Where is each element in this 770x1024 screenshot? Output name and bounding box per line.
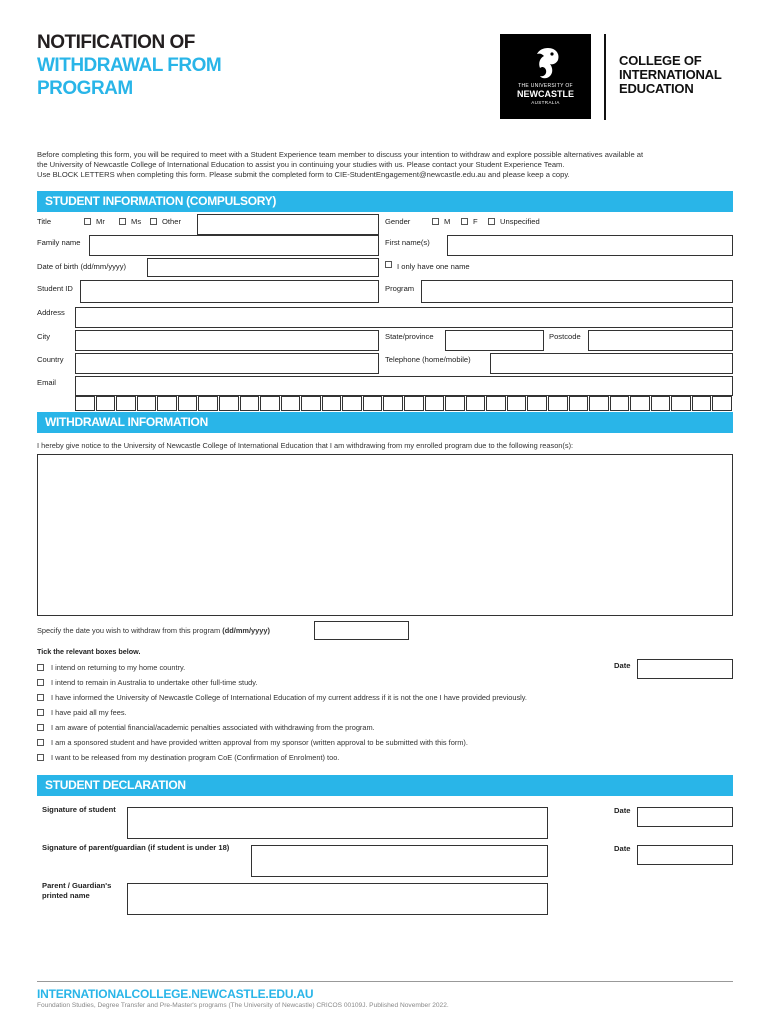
gender-f-label: F <box>473 217 478 226</box>
telephone-field[interactable] <box>490 353 733 374</box>
reason-checkbox-7[interactable] <box>37 754 44 761</box>
logo-line-1: THE UNIVERSITY OF <box>518 83 573 89</box>
reason-checkbox-4[interactable] <box>37 709 44 716</box>
specify-date-format: (dd/mm/yyyy) <box>222 626 270 635</box>
tick-instruction: Tick the relevant boxes below. <box>37 647 141 656</box>
reason-label-2: I intend to remain in Australia to undertake other full-time study. <box>51 678 258 687</box>
university-logo <box>500 34 591 119</box>
header-divider <box>604 34 606 120</box>
postcode-label: Postcode <box>549 332 581 341</box>
email-cell[interactable] <box>342 396 362 411</box>
dob-field[interactable] <box>147 258 379 277</box>
title-other-field[interactable] <box>197 214 379 235</box>
student-id-label: Student ID <box>37 284 73 293</box>
title-ms-checkbox[interactable] <box>119 218 126 225</box>
email-cell[interactable] <box>383 396 403 411</box>
email-cell[interactable] <box>548 396 568 411</box>
address-label: Address <box>37 308 65 317</box>
program-field[interactable] <box>421 280 733 303</box>
title-ms-label: Ms <box>131 217 142 226</box>
email-label: Email <box>37 378 56 387</box>
email-cell[interactable] <box>96 396 116 411</box>
gender-label: Gender <box>385 217 411 226</box>
withdraw-date-field[interactable] <box>314 621 409 640</box>
title-line-3: PROGRAM <box>37 78 133 99</box>
email-cell[interactable] <box>425 396 445 411</box>
student-date-field[interactable] <box>637 807 733 827</box>
intro-line-3: Use BLOCK LETTERS when completing this form. Please submit the completed form to CIE-StudentEngagement@newcastle.edu.au and please keep a copy. <box>37 170 570 179</box>
email-cell[interactable] <box>527 396 547 411</box>
title-other-label: Other <box>162 217 181 226</box>
reason-checkbox-6[interactable] <box>37 739 44 746</box>
email-cell[interactable] <box>301 396 321 411</box>
student-info-heading: STUDENT INFORMATION (COMPULSORY) <box>37 191 733 212</box>
reason-label-5: I am aware of potential financial/academic penalties associated with withdrawing from the program. <box>51 723 375 732</box>
reason-checkbox-5[interactable] <box>37 724 44 731</box>
title-line-1: NOTIFICATION OF <box>37 32 195 53</box>
email-cell[interactable] <box>260 396 280 411</box>
email-cell[interactable] <box>671 396 691 411</box>
title-line-2: WITHDRAWAL FROM <box>37 55 222 76</box>
title-label: Title <box>37 217 52 226</box>
withdrawal-date-field[interactable] <box>637 659 733 679</box>
state-field[interactable] <box>445 330 544 351</box>
email-cell[interactable] <box>404 396 424 411</box>
parent-name-label-1: Parent / Guardian's <box>42 881 112 890</box>
email-cell[interactable] <box>178 396 198 411</box>
email-cell[interactable] <box>219 396 239 411</box>
gender-f-checkbox[interactable] <box>461 218 468 225</box>
email-cell[interactable] <box>157 396 177 411</box>
declaration-heading: STUDENT DECLARATION <box>37 775 733 796</box>
student-date-label: Date <box>614 806 631 815</box>
email-cell[interactable] <box>75 396 95 411</box>
college-line-2: INTERNATIONAL <box>619 67 722 82</box>
reasons-textarea[interactable] <box>37 454 733 616</box>
email-field[interactable] <box>75 376 733 396</box>
family-name-field[interactable] <box>89 235 379 256</box>
title-other-checkbox[interactable] <box>150 218 157 225</box>
logo-line-2: NEWCASTLE <box>517 89 574 99</box>
intro-text <box>37 150 737 180</box>
gender-unspecified-checkbox[interactable] <box>488 218 495 225</box>
email-cell[interactable] <box>589 396 609 411</box>
gender-m-label: M <box>444 217 451 226</box>
email-cell[interactable] <box>281 396 301 411</box>
signature-parent-field[interactable] <box>251 845 548 877</box>
telephone-label: Telephone (home/mobile) <box>385 355 471 364</box>
gender-m-checkbox[interactable] <box>432 218 439 225</box>
address-field[interactable] <box>75 307 733 328</box>
program-label: Program <box>385 284 415 293</box>
specify-date-text <box>37 626 270 636</box>
signature-student-label: Signature of student <box>42 805 116 814</box>
reason-checkbox-1[interactable] <box>37 664 44 671</box>
reason-checkbox-3[interactable] <box>37 694 44 701</box>
college-name <box>619 54 722 96</box>
email-cell[interactable] <box>651 396 671 411</box>
withdrawal-heading: WITHDRAWAL INFORMATION <box>37 412 733 433</box>
country-label: Country <box>37 355 64 364</box>
email-cell[interactable] <box>322 396 342 411</box>
one-name-label: I only have one name <box>397 262 470 271</box>
city-label: City <box>37 332 51 341</box>
email-cell[interactable] <box>610 396 630 411</box>
one-name-checkbox[interactable] <box>385 261 392 268</box>
postcode-field[interactable] <box>588 330 733 351</box>
college-line-3: EDUCATION <box>619 81 694 96</box>
dob-label: Date of birth (dd/mm/yyyy) <box>37 262 127 271</box>
email-cell[interactable] <box>486 396 506 411</box>
reason-label-6: I am a sponsored student and have provided written approval from my sponsor (written approval to be submitted with this form). <box>51 738 468 747</box>
email-cell[interactable] <box>466 396 486 411</box>
signature-student-field[interactable] <box>127 807 548 839</box>
reason-label-4: I have paid all my fees. <box>51 708 127 717</box>
title-mr-checkbox[interactable] <box>84 218 91 225</box>
specify-date-label: Specify the date you wish to withdraw from this program <box>37 626 221 635</box>
first-names-field[interactable] <box>447 235 733 256</box>
footer-note: Foundation Studies, Degree Transfer and Pre-Master's programs (The University of Newcastle) CRICOS 00109J. Published November 2022. <box>37 1002 449 1009</box>
email-cell[interactable] <box>630 396 650 411</box>
email-cell[interactable] <box>692 396 712 411</box>
footer-url[interactable]: INTERNATIONALCOLLEGE.NEWCASTLE.EDU.AU <box>37 987 314 1001</box>
title-mr-label: Mr <box>96 217 105 226</box>
parent-name-field[interactable] <box>127 883 548 915</box>
email-cell[interactable] <box>507 396 527 411</box>
country-field[interactable] <box>75 353 379 374</box>
email-cell[interactable] <box>240 396 260 411</box>
first-names-label: First name(s) <box>385 238 430 247</box>
email-cell[interactable] <box>198 396 218 411</box>
logo-line-3: AUSTRALIA <box>531 100 560 105</box>
parent-date-label: Date <box>614 844 631 853</box>
intro-line-2: the University of Newcastle College of International Education to assist you in continuing your studies with us. Please contact your Student Experience Team. <box>37 160 565 169</box>
signature-parent-label: Signature of parent/guardian (if student is under 18) <box>42 843 230 852</box>
student-id-field[interactable] <box>80 280 379 303</box>
email-cell[interactable] <box>445 396 465 411</box>
email-cell[interactable] <box>712 396 732 411</box>
state-label: State/province <box>385 332 434 341</box>
withdrawal-date-label: Date <box>614 661 631 670</box>
email-cell[interactable] <box>137 396 157 411</box>
email-cell[interactable] <box>363 396 383 411</box>
intro-line-1: Before completing this form, you will be required to meet with a Student Experience team member to discuss your intention to withdraw and explore possible alternatives available at <box>37 150 644 159</box>
parent-date-field[interactable] <box>637 845 733 865</box>
seahorse-icon <box>526 44 566 84</box>
college-line-1: COLLEGE OF <box>619 53 702 68</box>
city-field[interactable] <box>75 330 379 351</box>
withdrawal-notice: I hereby give notice to the University of Newcastle College of International Education that I am withdrawing from my enrolled program due to the following reason(s): <box>37 441 574 450</box>
email-character-cells[interactable] <box>75 396 733 411</box>
email-cell[interactable] <box>116 396 136 411</box>
footer-divider <box>37 981 733 982</box>
reason-checkbox-2[interactable] <box>37 679 44 686</box>
reason-label-7: I want to be released from my destination program CoE (Confirmation of Enrolment) too. <box>51 753 340 762</box>
reason-label-3: I have informed the University of Newcastle College of International Education of my current address if it is not the one I have provided previously. <box>51 693 527 702</box>
parent-name-label-2: printed name <box>42 891 90 900</box>
email-cell[interactable] <box>569 396 589 411</box>
reason-label-1: I intend on returning to my home country. <box>51 663 186 672</box>
family-name-label: Family name <box>37 238 81 247</box>
gender-unspecified-label: Unspecified <box>500 217 540 226</box>
